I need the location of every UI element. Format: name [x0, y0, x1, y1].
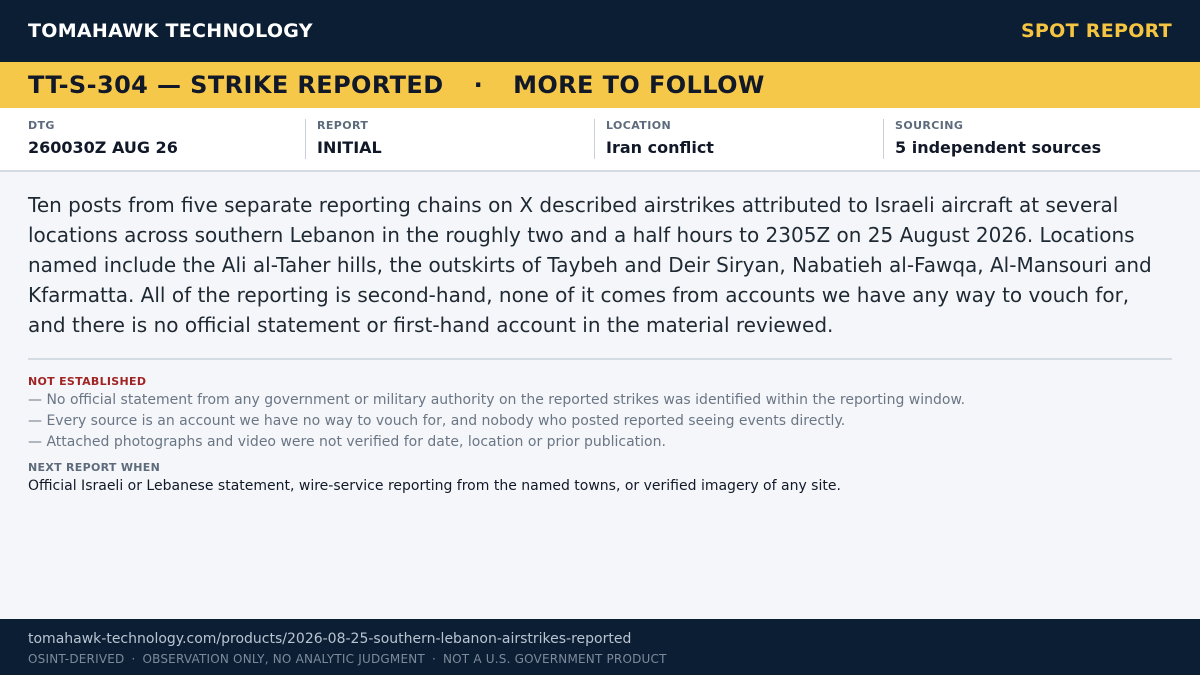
disclaimer-separator: · [431, 652, 436, 666]
meta-sourcing [883, 119, 1172, 159]
meta-label: DTG [28, 119, 55, 132]
meta-label: SOURCING [895, 119, 964, 132]
metadata-strip [0, 108, 1200, 172]
list-item: — Every source is an account we have no way to vouch for, and nobody who posted reported seeing events directly. [28, 413, 846, 429]
meta-value: Iran conflict [606, 138, 714, 157]
footer [0, 619, 1200, 675]
meta-dtg [28, 119, 305, 159]
headline-status: MORE TO FOLLOW [513, 71, 765, 99]
next-report-heading: NEXT REPORT WHEN [28, 461, 161, 474]
not-established-heading: NOT ESTABLISHED [28, 375, 147, 388]
footer-disclaimers [28, 652, 1172, 666]
report-summary: Ten posts from five separate reporting chains on X described airstrikes attributed to Israeli aircraft at several locations across southern Lebanon in the roughly two and a half hours to 2305Z on 25 August 2026. Locations named include the Ali al-Taher hills, the outskirts of Taybeh and Deir Siryan, Nabatieh al-Fawqa, Al-Mansouri and Kfarmatta. All of the reporting is second-hand, none of it comes from accounts we have any way to vouch for, and there is no official statement or first-hand account in the material reviewed. [28, 193, 1152, 337]
headline-separator: · [473, 71, 484, 99]
meta-label: REPORT [317, 119, 369, 132]
brand-name: TOMAHAWK TECHNOLOGY [28, 20, 313, 42]
meta-report [305, 119, 594, 159]
meta-location [594, 119, 883, 159]
footer-url[interactable]: tomahawk-technology.com/products/2026-08-25-southern-lebanon-airstrikes-reported [28, 631, 632, 647]
list-item: — Attached photographs and video were not verified for date, location or prior publication. [28, 434, 666, 450]
meta-value: 5 independent sources [895, 138, 1102, 157]
next-report-text: Official Israeli or Lebanese statement, wire-service reporting from the named towns, or verified imagery of any site. [28, 478, 841, 494]
meta-label: LOCATION [606, 119, 672, 132]
disclaimer-separator: · [131, 652, 136, 666]
disclaimer-not-govt: NOT A U.S. GOVERNMENT PRODUCT [442, 652, 667, 666]
meta-value: 260030Z AUG 26 [28, 138, 178, 157]
list-item: — No official statement from any government or military authority on the reported strikes was identified within the reporting window. [28, 392, 966, 408]
disclaimer-osint: OSINT-DERIVED [28, 652, 125, 666]
top-bar [0, 0, 1200, 62]
report-type-tag: SPOT REPORT [1020, 20, 1172, 42]
meta-value: INITIAL [317, 138, 382, 157]
headline-banner [0, 62, 1200, 108]
not-established-list [28, 390, 1172, 453]
section-divider [28, 358, 1172, 360]
disclaimer-observation: OBSERVATION ONLY, NO ANALYTIC JUDGMENT [142, 652, 425, 666]
headline-title: TT-S-304 — STRIKE REPORTED [28, 71, 444, 99]
